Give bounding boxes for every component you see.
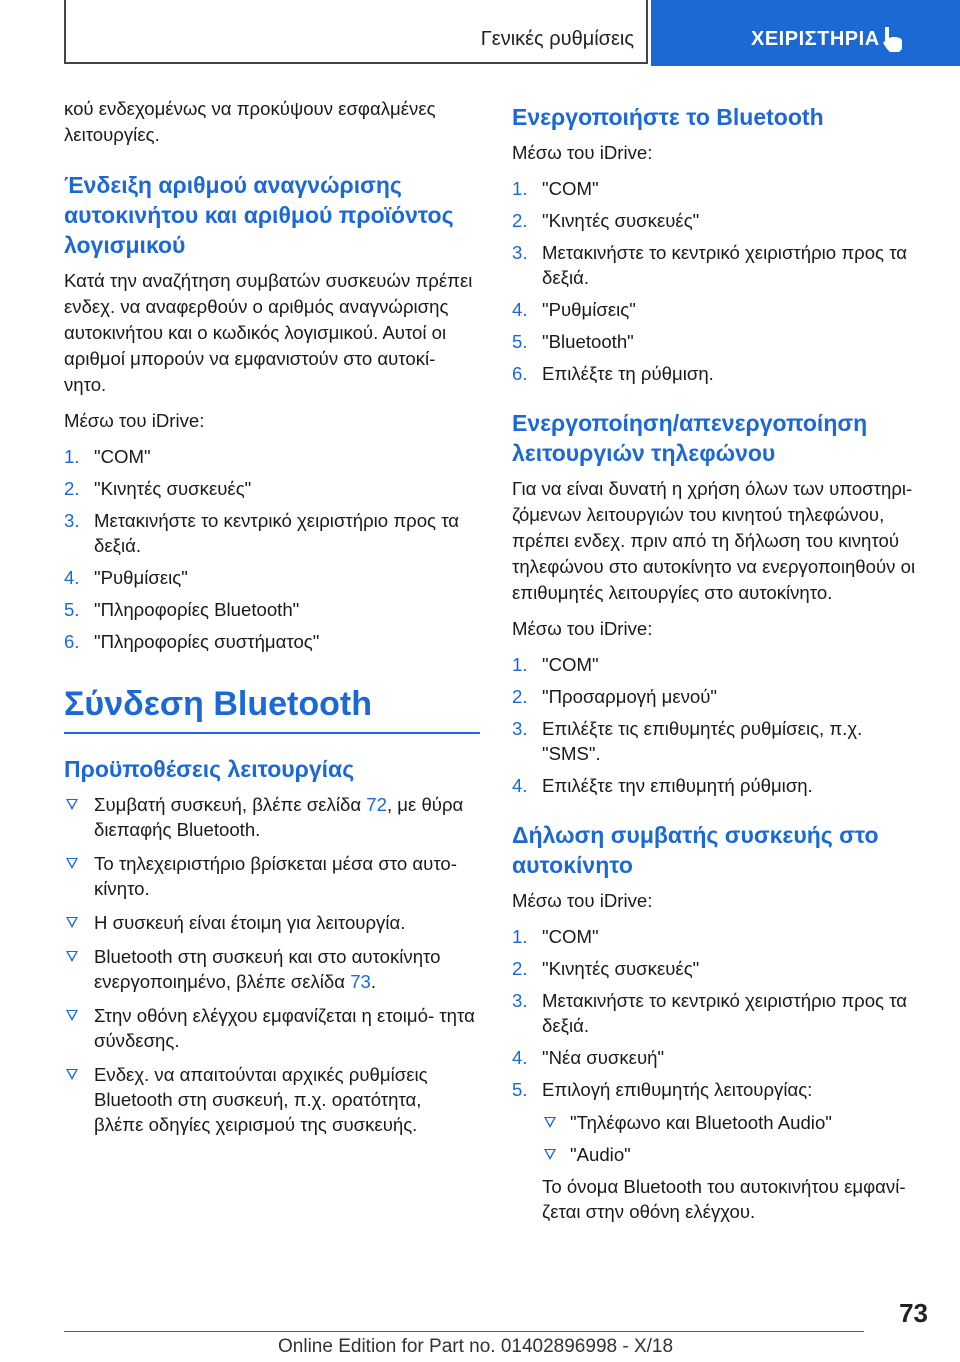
list-item: 4. "Νέα συσκευή"	[512, 1047, 665, 1068]
list-item: 6. "Πληροφορίες συστήματος"	[64, 631, 320, 652]
list-item: 6. Επιλέξτε τη ρύθμιση.	[512, 363, 714, 384]
list-item: 5. "Πληροφορίες Bluetooth"	[64, 599, 300, 620]
prerequisites-list	[64, 792, 476, 1137]
left-column	[64, 96, 476, 1147]
main-heading-bluetooth: Σύνδεση Bluetooth	[64, 684, 480, 734]
heading-activate-bluetooth: Ενεργοποιήστε το Bluetooth	[512, 104, 824, 130]
section-box	[64, 0, 648, 64]
list-item: "Audio"	[542, 1142, 924, 1167]
list-item: Στην οθόνη ελέγχου εμφανίζεται η ετοιμό‐ τητα σύνδεσης.	[64, 1003, 476, 1053]
list-item: 2. "Κινητές συσκευές"	[512, 210, 700, 231]
list-item: 4. Επιλέξτε την επιθυμητή ρύθμιση.	[512, 775, 813, 796]
list-item: 3. Μετακινήστε το κεντρικό χειριστήριο προς τα δεξιά.	[64, 510, 460, 556]
heading-phone-functions: Ενεργοποίηση/απενεργοποίηση λειτουργιών τηλεφώνου	[512, 410, 868, 466]
page-link[interactable]: 72	[366, 794, 387, 815]
list-item: 2. "Προσαρμογή μενού"	[512, 686, 718, 707]
bluetooth-name-note: Το όνομα Bluetooth του αυτοκινήτου εμφανί‐ ζεται στην οθόνη ελέγχου.	[542, 1176, 906, 1222]
list-item: Συμβατή συσκευή, βλέπε σελίδα 72, με θύρα διεπαφής Bluetooth.	[64, 792, 476, 842]
section-title: Γενικές ρυθμίσεις	[480, 28, 634, 50]
triangle-bullet-icon	[544, 1117, 556, 1128]
footer-divider	[64, 1331, 864, 1332]
intro-text: κού ενδεχομένως να προκύψουν εσφαλμένες λειτουργίες.	[64, 98, 436, 145]
right-column	[512, 96, 924, 1234]
list-item: 3. Μετακινήστε το κεντρικό χειριστήριο προς τα δεξιά.	[512, 990, 908, 1036]
triangle-bullet-icon	[66, 799, 78, 810]
via-idrive-label: Μέσω του iDrive:	[512, 618, 653, 639]
steps-list	[512, 176, 924, 386]
heading-register-device: Δήλωση συμβατής συσκευής στο αυτοκίνητο	[512, 822, 879, 878]
steps-list	[64, 444, 476, 654]
sub-options-list	[542, 1110, 924, 1167]
list-item: 3. Μετακινήστε το κεντρικό χειριστήριο προς τα δεξιά.	[512, 242, 908, 288]
hand-pointer-icon	[881, 25, 907, 53]
triangle-bullet-icon	[66, 951, 78, 962]
list-item: 1. "COM"	[512, 926, 599, 947]
page-header	[64, 0, 960, 66]
paragraph-phone-functions: Για να είναι δυνατή η χρήση όλων των υποστηρι‐ ζόμενων λειτουργιών του κινητού τηλεφώνου, πρέπει ενδεχ. πριν από τη δήλωση του κινητού τηλεφώνου στο αυτοκίνητο να ενεργοποιηθούν οι επιθυμητές λειτουργίες στο αυτοκίνητο.	[512, 478, 916, 603]
list-item: Ενδεχ. να απαιτούνται αρχικές ρυθμίσεις Bluetooth στη συσκευή, π.χ. ορατότητα, βλέπε οδηγίες χειρισμού της συσκευής.	[64, 1062, 476, 1137]
list-item: 1. "COM"	[512, 654, 599, 675]
page-link[interactable]: 73	[350, 971, 371, 992]
list-item: 4. "Ρυθμίσεις"	[64, 567, 188, 588]
list-item: Το τηλεχειριστήριο βρίσκεται μέσα στο αυτο‐ κίνητο.	[64, 851, 476, 901]
triangle-bullet-icon	[66, 917, 78, 928]
via-idrive-label: Μέσω του iDrive:	[512, 142, 653, 163]
list-item: 5. Επιλογή επιθυμητής λειτουργίας: "Τηλέφωνο και Bluetooth Audio" "Audio" Το όνομα Bluetooth του αυτοκινήτου εμφανί‐ ζεται στην οθόνη ελέγχου.	[512, 1077, 924, 1224]
list-item: 1. "COM"	[512, 178, 599, 199]
via-idrive-label: Μέσω του iDrive:	[64, 410, 205, 431]
list-item: 2. "Κινητές συσκευές"	[512, 958, 700, 979]
list-item: 3. Επιλέξτε τις επιθυμητές ρυθμίσεις, π.χ. "SMS".	[512, 718, 863, 764]
chapter-tab-label: ΧΕΙΡΙΣΤΗΡΙΑ	[751, 28, 880, 50]
triangle-bullet-icon	[66, 858, 78, 869]
footer-edition: Online Edition for Part no. 01402896998 - X/18	[278, 1336, 674, 1357]
steps-list	[512, 924, 924, 1224]
list-item: Η συσκευή είναι έτοιμη για λειτουργία.	[64, 910, 476, 935]
heading-id-numbers: Ένδειξη αριθμού αναγνώρισης αυτοκινήτου και αριθμού προϊόντος λογισμικού	[64, 172, 454, 258]
steps-list	[512, 652, 924, 798]
paragraph-id-numbers: Κατά την αναζήτηση συμβατών συσκευών πρέπει ενδεχ. να αναφερθούν ο αριθμός αναγνώρισης αυτοκινήτου και ο κωδικός λογισμικού. Αυτοί οι αριθμοί μπορούν να εμφανιστούν στο αυτοκί‐ νητο.	[64, 270, 473, 395]
triangle-bullet-icon	[544, 1149, 556, 1160]
triangle-bullet-icon	[66, 1069, 78, 1080]
list-item: 4. "Ρυθμίσεις"	[512, 299, 636, 320]
via-idrive-label: Μέσω του iDrive:	[512, 890, 653, 911]
heading-prerequisites: Προϋποθέσεις λειτουργίας	[64, 756, 355, 782]
list-item: "Τηλέφωνο και Bluetooth Audio"	[542, 1110, 924, 1135]
list-item: 1. "COM"	[64, 446, 151, 467]
triangle-bullet-icon	[66, 1010, 78, 1021]
chapter-tab	[651, 0, 960, 66]
page-number: 73	[899, 1298, 928, 1328]
list-item: 2. "Κινητές συσκευές"	[64, 478, 252, 499]
list-item: Bluetooth στη συσκευή και στο αυτοκίνητο ενεργοποιημένο, βλέπε σελίδα 73.	[64, 944, 476, 994]
list-item: 5. "Bluetooth"	[512, 331, 634, 352]
